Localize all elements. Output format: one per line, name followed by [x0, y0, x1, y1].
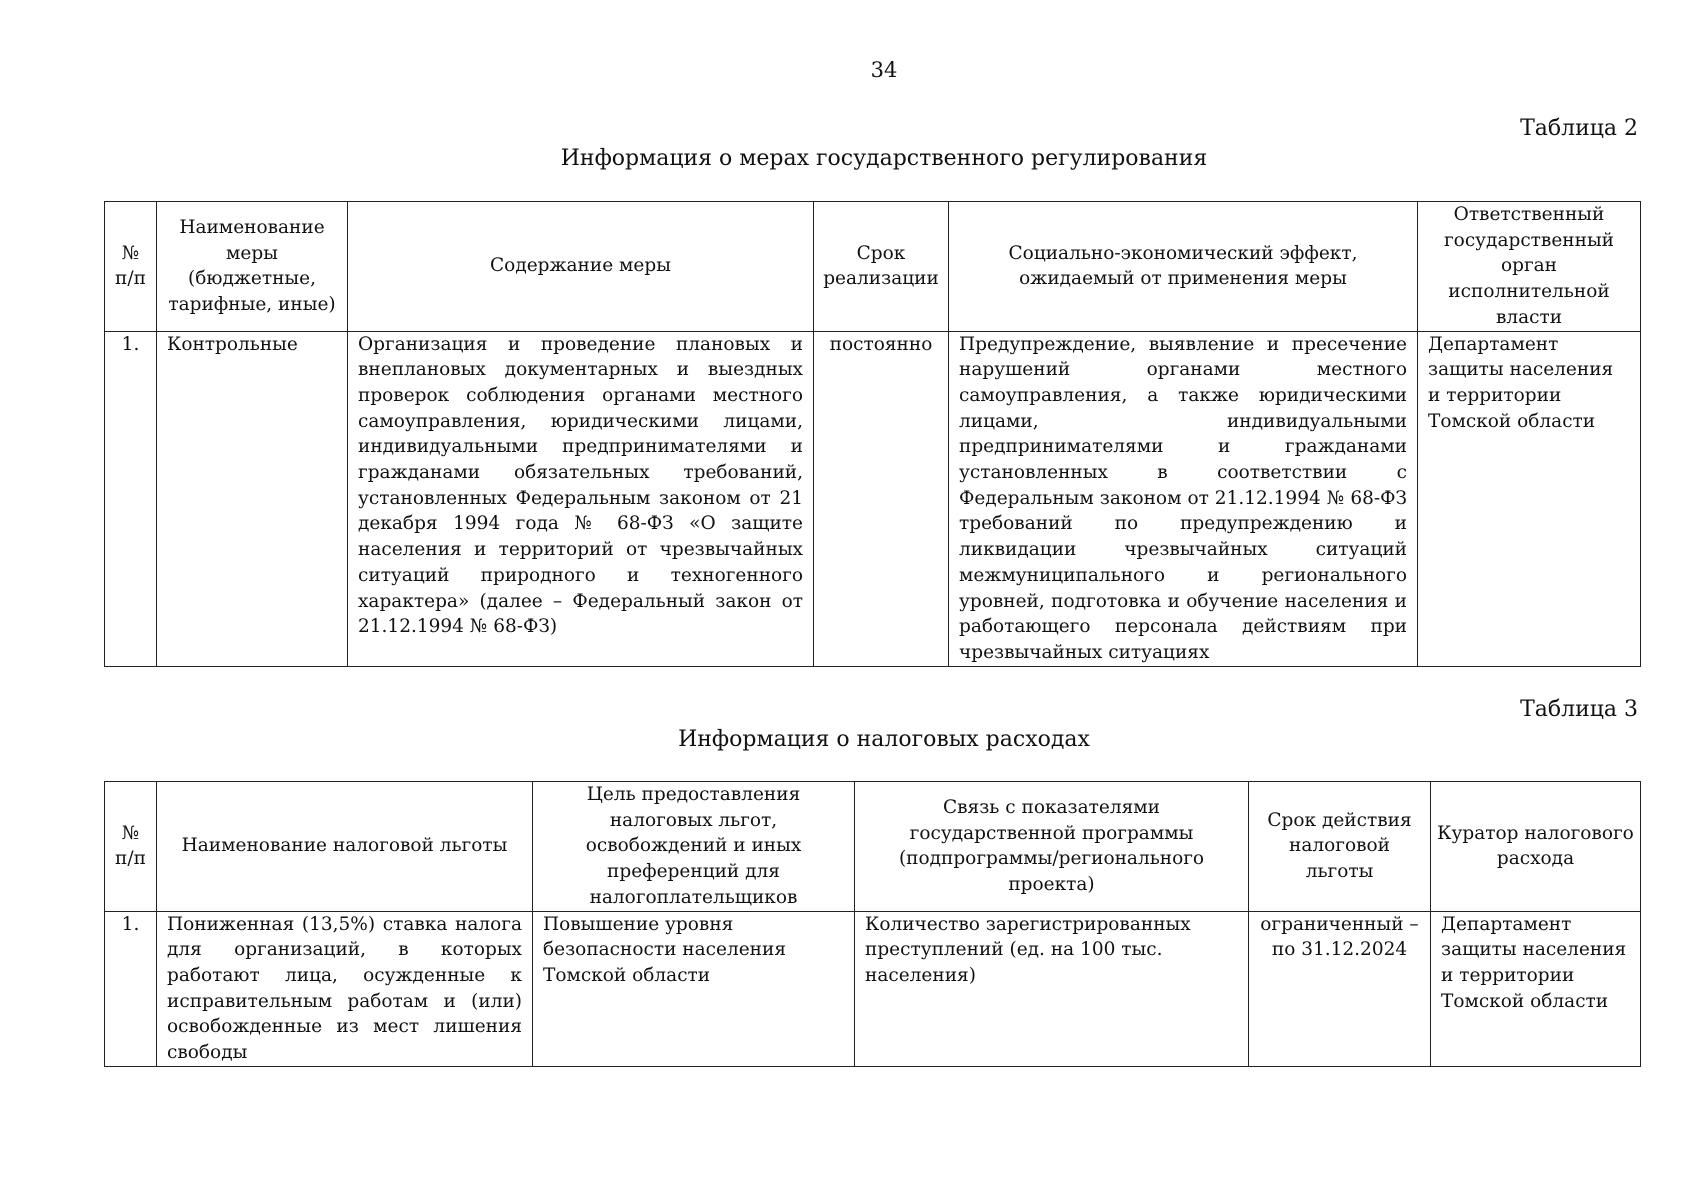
- table-header-row: [105, 202, 1641, 332]
- header-benefit-goal: Цель предоставления налоговых льгот, освобождений и иных преференций для налогоплательщиков: [533, 782, 855, 912]
- table-3-label: Таблица 3: [1520, 697, 1638, 722]
- table-row: [105, 331, 1641, 666]
- header-tax-benefit-name: Наименование налоговой льготы: [157, 782, 533, 912]
- header-number: № п/п: [105, 782, 157, 912]
- header-benefit-term: Срок действия налоговой льготы: [1249, 782, 1431, 912]
- header-effect: Социально-экономический эффект, ожидаемый от применения меры: [949, 202, 1418, 332]
- header-measure-content: Содержание меры: [348, 202, 814, 332]
- header-measure-name: Наименование меры (бюджетные, тарифные, иные): [157, 202, 348, 332]
- program-link: Количество зарегистрированных преступлений (ед. на 100 тыс. населения): [855, 911, 1249, 1066]
- measure-effect: Предупреждение, выявление и пресечение нарушений органами местного самоуправления, а также юридическими лицами, индивидуальными предпринимателями и гражданами установленных в соответствии с Федеральным законом от 21.12.1994 № 68-ФЗ требований по предупреждению и ликвидации чрезвычайных ситуаций межмуниципального и регионального уровней, подготовка и обучение населения и работающего персонала действиям при чрезвычайных ситуациях: [949, 331, 1418, 666]
- table-3-title: Информация о налоговых расходах: [678, 727, 1090, 752]
- table-2-title: Информация о мерах государственного регулирования: [560, 146, 1208, 171]
- header-responsible-body: Ответственный государственный орган исполнительной власти: [1418, 202, 1641, 332]
- header-program-link: Связь с показателями государственной программы (подпрограммы/регионального проекта): [855, 782, 1249, 912]
- responsible-body: Департамент защиты населения и территории Томской области: [1418, 331, 1641, 666]
- page-number: 34: [870, 58, 898, 82]
- benefit-term: ограниченный – по 31.12.2024: [1249, 911, 1431, 1066]
- header-curator: Куратор налогового расхода: [1431, 782, 1641, 912]
- tax-expenses-table: [104, 781, 1641, 1067]
- header-term: Срок реализации: [814, 202, 949, 332]
- row-number: 1.: [105, 911, 157, 1066]
- header-number: № п/п: [105, 202, 157, 332]
- measure-name: Контрольные: [157, 331, 348, 666]
- table-row: [105, 911, 1641, 1066]
- measure-term: постоянно: [814, 331, 949, 666]
- table-header-row: [105, 782, 1641, 912]
- state-regulation-measures-table: [104, 201, 1641, 667]
- benefit-goal: Повышение уровня безопасности населения Томской области: [533, 911, 855, 1066]
- row-number: 1.: [105, 331, 157, 666]
- tax-expense-curator: Департамент защиты населения и территории Томской области: [1431, 911, 1641, 1066]
- tax-benefit-name: Пониженная (13,5%) ставка налога для организаций, в которых работают лица, осужденные к исправительным работам и (или) освобожденные из мест лишения свободы: [157, 911, 533, 1066]
- table-2-label: Таблица 2: [1520, 116, 1638, 141]
- measure-content: Организация и проведение плановых и внеплановых документарных и выездных проверок соблюдения органами местного самоуправления, юридическими лицами, индивидуальными предпринимателями и гражданами обязательных требований, установленных Федеральным законом от 21 декабря 1994 года № 68-ФЗ «О защите населения и территорий от чрезвычайных ситуаций природного и техногенного характера» (далее – Федеральный закон от 21.12.1994 № 68-ФЗ): [348, 331, 814, 666]
